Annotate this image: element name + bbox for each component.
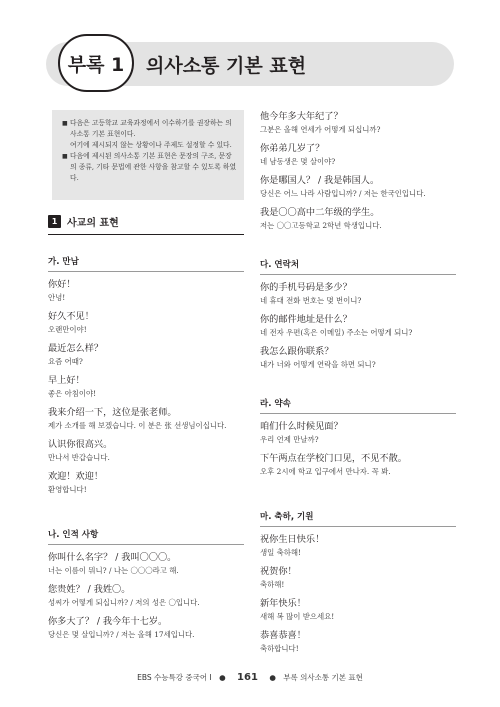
chinese-text: 你的邮件地址是什么？ <box>260 314 352 325</box>
subsection-heading: 다. 연락처 <box>260 258 456 275</box>
expression-entry <box>260 313 460 339</box>
footer-book-title: EBS 수능특강 중국어 I <box>137 673 212 682</box>
expression-entry <box>260 206 460 232</box>
notice-box <box>52 110 244 200</box>
korean-text: 내가 너와 어떻게 연락을 하면 되니? <box>260 360 376 369</box>
chinese-text: 你的手机号码是多少？ <box>260 282 352 293</box>
expression-entry <box>48 551 248 577</box>
korean-text: 네 휴대 전화 번호는 몇 번이니? <box>260 296 362 305</box>
korean-text: 우리 언제 만날까? <box>260 435 319 444</box>
korean-text: 축하해! <box>260 580 285 589</box>
korean-text: 성씨가 어떻게 되십니까? / 저의 성은 〇입니다. <box>48 598 200 607</box>
right-column <box>260 110 460 661</box>
chinese-text: 祝贺你！ <box>260 566 297 577</box>
expression-entry <box>48 470 248 496</box>
section-title: 사교의 표현 <box>67 218 119 229</box>
subsection-heading: 마. 축하, 기원 <box>260 510 456 527</box>
korean-text: 요즘 어때? <box>48 357 83 366</box>
korean-text: 그분은 올해 연세가 어떻게 되십니까? <box>260 125 381 134</box>
chinese-text: 你多大了？ / 我今年十七岁。 <box>48 616 168 627</box>
korean-text: 오후 2시에 학교 입구에서 만나자. 꼭 봐. <box>260 467 391 476</box>
korean-text: 저는 〇〇고등학교 2학년 학생입니다. <box>260 221 382 230</box>
expression-entry <box>48 278 248 304</box>
expression-entry <box>260 452 460 478</box>
appendix-badge: 부록 1 <box>58 34 134 92</box>
separator-dot-icon: ● <box>219 673 226 682</box>
expression-entry <box>260 565 460 591</box>
chinese-text: 我是〇〇高中二年级的学生。 <box>260 207 380 218</box>
expression-entry <box>48 310 248 336</box>
expression-entry <box>260 345 460 371</box>
expression-entry <box>48 374 248 400</box>
chinese-text: 我怎么跟你联系？ <box>260 346 334 357</box>
korean-text: 축하합니다! <box>260 644 299 653</box>
square-bullet-icon: ■ <box>62 120 68 127</box>
expression-entry <box>260 281 460 307</box>
expression-entry <box>260 629 460 655</box>
expression-entry <box>260 174 460 200</box>
expression-entry <box>260 420 460 446</box>
korean-text: 당신은 몇 살입니까? / 저는 올해 17세입니다. <box>48 630 195 639</box>
chinese-text: 祝你生日快乐！ <box>260 534 325 545</box>
chinese-text: 你好！ <box>48 279 76 290</box>
square-bullet-icon: ■ <box>62 153 68 160</box>
chinese-text: 欢迎！欢迎！ <box>48 471 104 482</box>
expression-entry <box>260 597 460 623</box>
korean-text: 환영합니다! <box>48 485 87 494</box>
footer-section-title: 부록 의사소통 기본 표현 <box>283 673 363 682</box>
chinese-text: 新年快乐！ <box>260 598 306 609</box>
expression-entry <box>48 406 248 432</box>
korean-text: 제가 소개를 해 보겠습니다. 이 분은 张 선생님이십니다. <box>48 421 227 430</box>
expression-entry <box>48 342 248 368</box>
expression-entry <box>260 533 460 559</box>
chapter-title: 의사소통 기본 표현 <box>146 55 307 77</box>
section-heading <box>48 214 244 235</box>
korean-text: 네 남동생은 몇 살이야? <box>260 157 336 166</box>
separator-dot-icon: ● <box>269 673 276 682</box>
korean-text: 좋은 아침이야! <box>48 389 97 398</box>
chinese-text: 好久不见！ <box>48 311 94 322</box>
subsection-heading: 가. 만남 <box>48 255 244 272</box>
notice-text: 여기에 제시되지 않는 상황이나 주제도 설정할 수 있다. <box>70 141 232 149</box>
page-number: 161 <box>237 672 258 683</box>
korean-text: 네 전자 우편(혹은 이메일) 주소는 어떻게 되니? <box>260 328 413 337</box>
subsection-heading: 라. 약속 <box>260 397 456 414</box>
expression-entry <box>260 142 460 168</box>
notice-text: 다음에 제시된 의사소통 기본 표현은 문장의 구조, 문장의 종류, 기타 문법에 관한 사항을 참고할 수 있도록 하였다. <box>70 152 237 182</box>
notice-text: 다음은 고등학교 교육과정에서 이수하기를 권장하는 의사소통 기본 표현이다. <box>70 119 232 138</box>
chinese-text: 你弟弟几岁了？ <box>260 143 325 154</box>
section-number: 1 <box>48 215 61 228</box>
notice-item <box>62 140 238 151</box>
chinese-text: 早上好！ <box>48 375 85 386</box>
chinese-text: 认识你很高兴。 <box>48 439 113 450</box>
chinese-text: 我来介绍一下，这位是张老师。 <box>48 407 177 418</box>
chinese-text: 咱们什么时候见面？ <box>260 421 343 432</box>
chinese-text: 他今年多大年纪了？ <box>260 111 343 122</box>
notice-item <box>62 118 238 140</box>
chinese-text: 您贵姓？ / 我姓〇。 <box>48 584 131 595</box>
chinese-text: 下午两点在学校门口见，不见不散。 <box>260 453 407 464</box>
subsection-heading: 나. 인적 사항 <box>48 528 244 545</box>
left-column <box>48 214 248 647</box>
expression-entry <box>260 110 460 136</box>
expression-entry <box>48 615 248 641</box>
korean-text: 생일 축하해! <box>260 548 302 557</box>
expression-entry <box>48 438 248 464</box>
korean-text: 새해 복 많이 받으세요! <box>260 612 335 621</box>
expression-entry <box>48 583 248 609</box>
korean-text: 만나서 반갑습니다. <box>48 453 110 462</box>
korean-text: 당신은 어느 나라 사람입니까? / 저는 한국인입니다. <box>260 189 426 198</box>
korean-text: 오랜만이야! <box>48 325 87 334</box>
chinese-text: 你叫什么名字？ / 我叫〇〇〇。 <box>48 552 177 563</box>
chinese-text: 恭喜恭喜！ <box>260 630 306 641</box>
korean-text: 안녕! <box>48 293 66 302</box>
notice-indent <box>62 140 70 151</box>
notice-item <box>62 151 238 184</box>
korean-text: 너는 이름이 뭐니? / 나는 〇〇〇라고 해. <box>48 566 179 575</box>
page-footer <box>0 672 500 683</box>
chinese-text: 最近怎么样？ <box>48 343 104 354</box>
chinese-text: 你是哪国人？ / 我是韩国人。 <box>260 175 380 186</box>
